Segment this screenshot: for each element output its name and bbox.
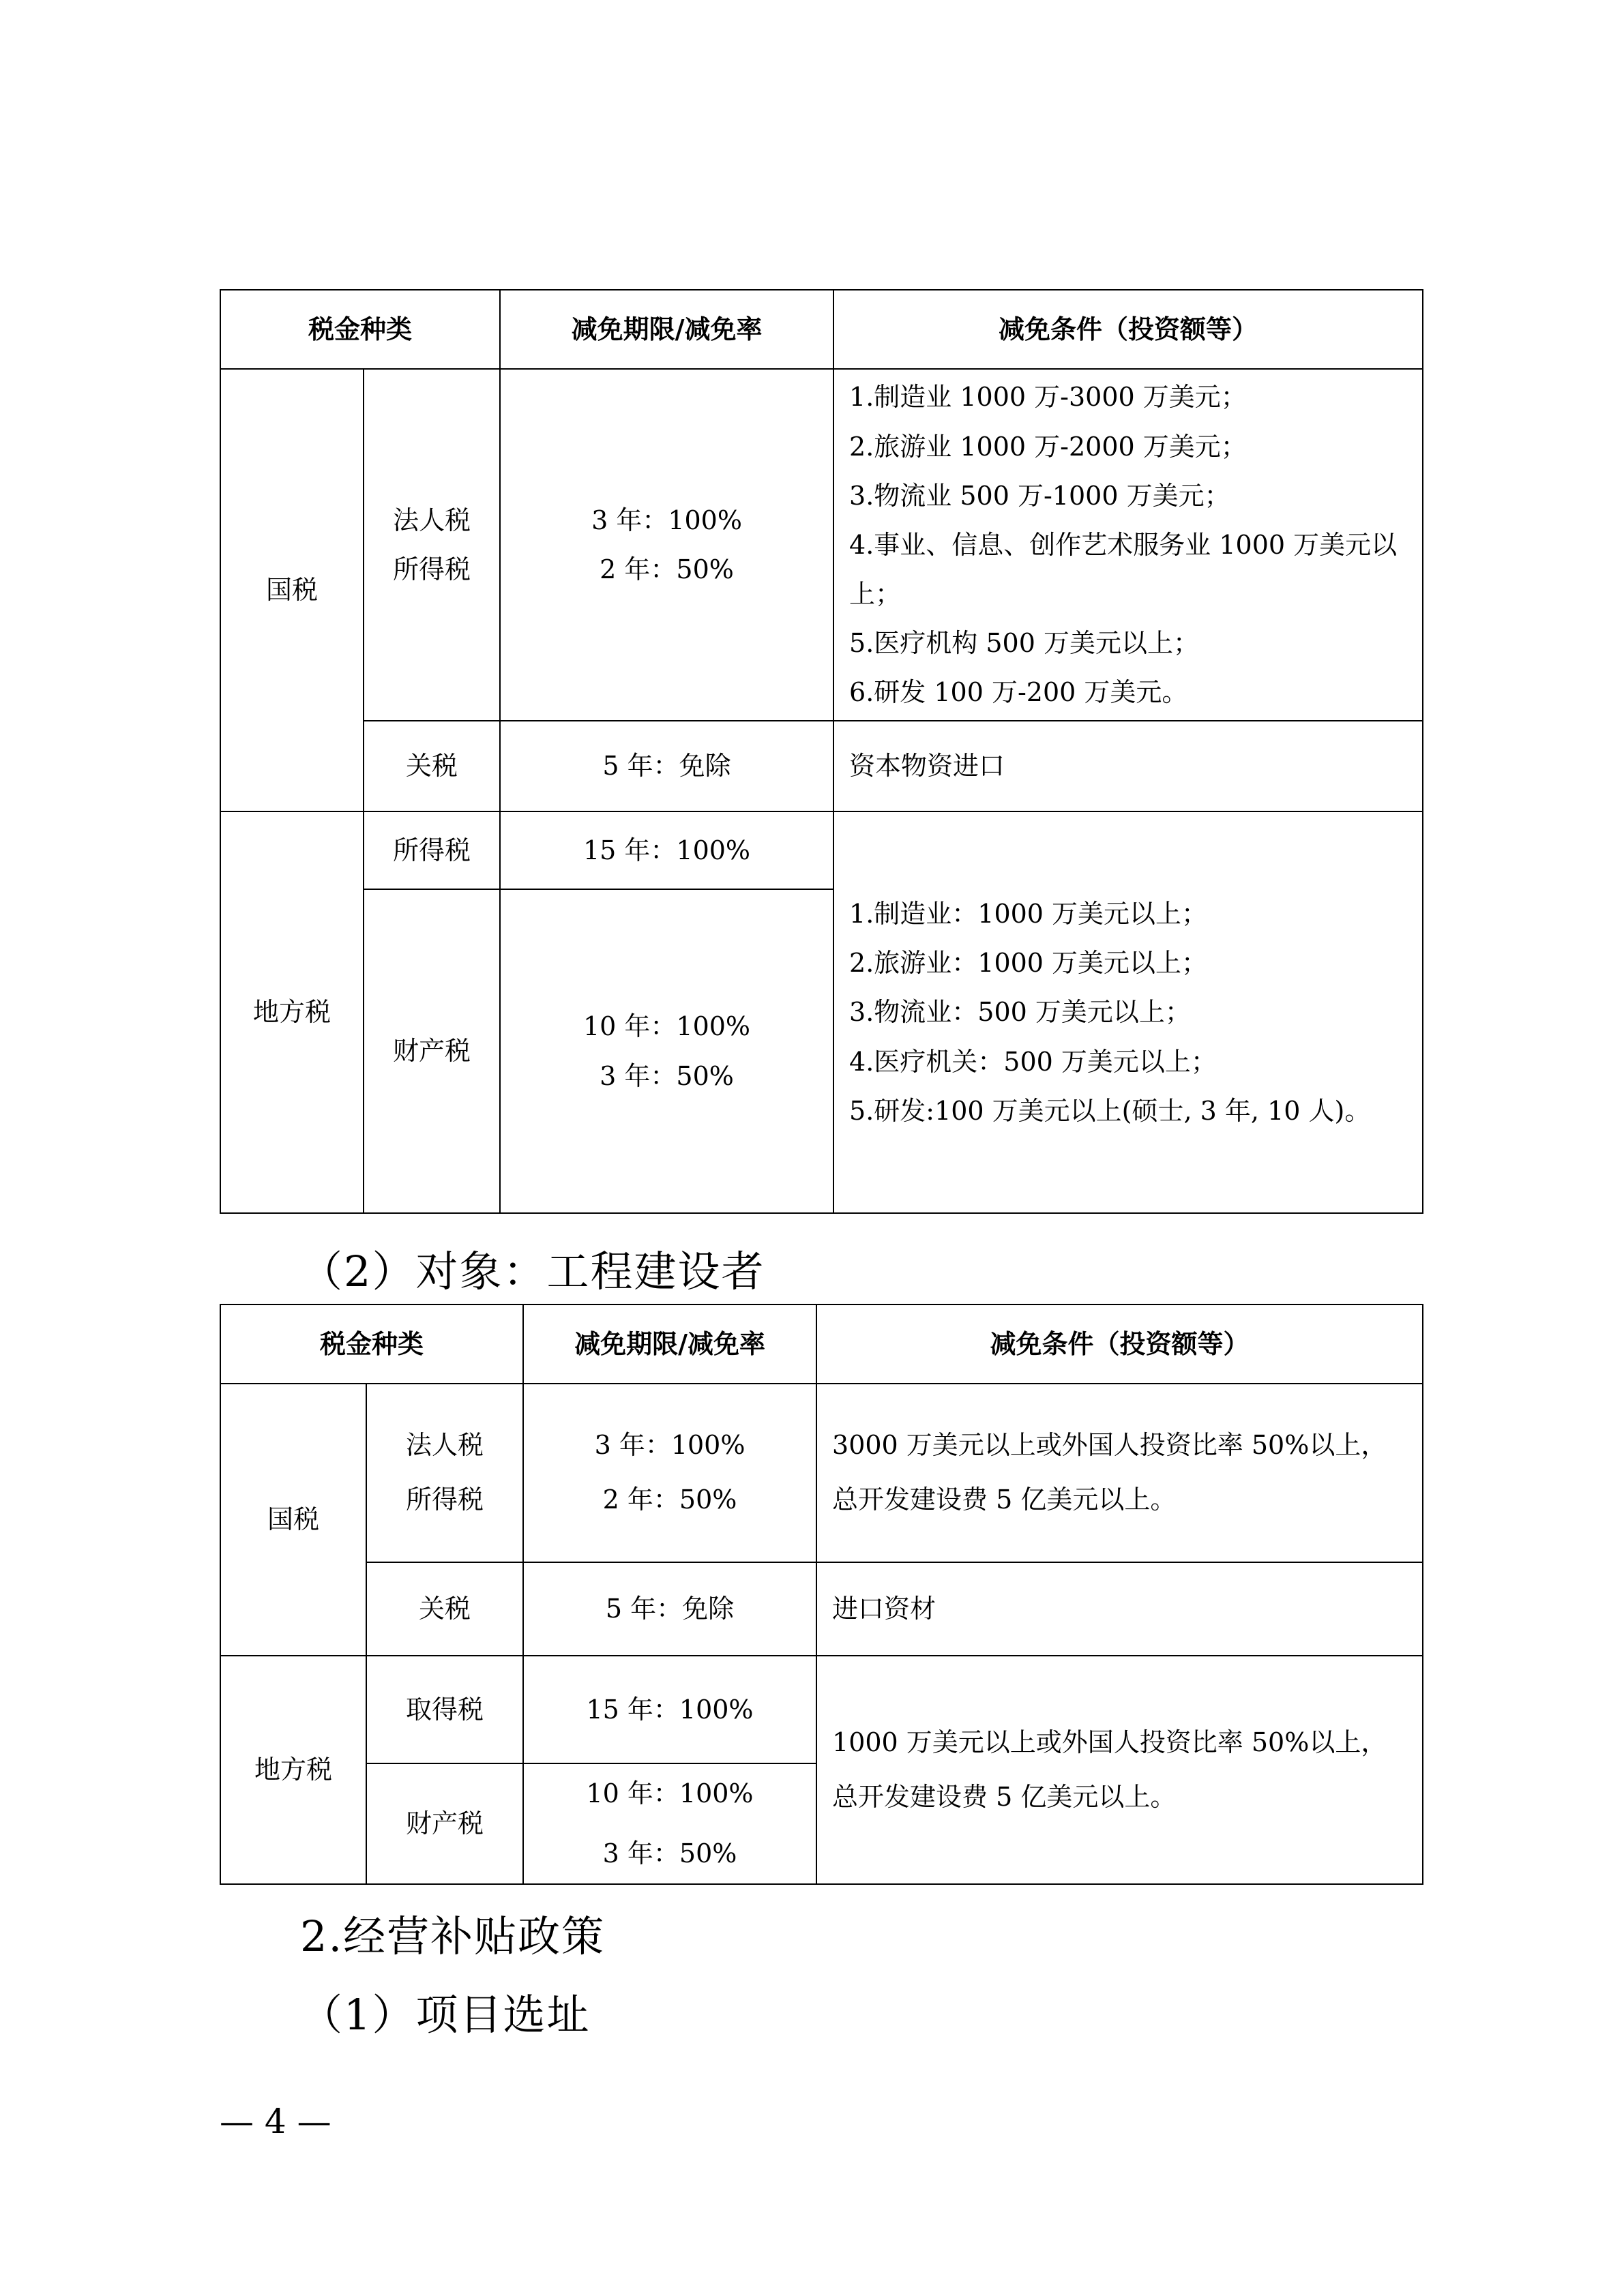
- corp-income-tax-conditions: 1.制造业 1000 万-3000 万美元； 2.旅游业 1000 万-2000 万美元； 3.物流业 500 万-1000 万美元； 4.事业、信息、创作艺术服务业 1000 万美元以上； 5.医疗机构 500 万美元以上； 6.研发 100 万-200 万美元。: [833, 369, 1423, 721]
- header-tax-type: 税金种类: [220, 290, 500, 369]
- income-tax-period: 15 年：100%: [500, 811, 833, 889]
- local-tax-label: 地方税: [220, 1656, 366, 1884]
- property-tax-period: 10 年：100% 3 年：50%: [523, 1763, 816, 1884]
- corp-income-tax-period: 3 年：100% 2 年：50%: [500, 369, 833, 721]
- tax-table-builders: [220, 1304, 1423, 1885]
- corp-income-tax-conditions: 3000 万美元以上或外国人投资比率 50%以上， 总开发建设费 5 亿美元以上。: [816, 1384, 1423, 1562]
- property-tax-label: 财产税: [366, 1763, 523, 1884]
- local-tax-label: 地方税: [220, 811, 364, 1213]
- customs-label: 关税: [366, 1562, 523, 1656]
- customs-condition: 进口资材: [816, 1562, 1423, 1656]
- income-tax-label: 所得税: [364, 811, 500, 889]
- section-heading-project-site: （1）项目选址: [300, 1990, 591, 2040]
- local-tax-conditions: 1000 万美元以上或外国人投资比率 50%以上， 总开发建设费 5 亿美元以上。: [816, 1656, 1423, 1884]
- tax-table-investors: [220, 289, 1423, 1214]
- section-heading-builders: （2）对象：工程建设者: [300, 1247, 765, 1296]
- customs-period: 5 年：免除: [500, 721, 833, 811]
- header-condition: 减免条件（投资额等）: [833, 290, 1423, 369]
- corp-income-tax-label: 法人税 所得税: [366, 1384, 523, 1562]
- header-tax-type: 税金种类: [220, 1304, 523, 1384]
- header-period: 减免期限/减免率: [500, 290, 833, 369]
- property-tax-label: 财产税: [364, 889, 500, 1213]
- page-number: — 4 —: [220, 2102, 331, 2141]
- corp-income-tax-period: 3 年：100% 2 年：50%: [523, 1384, 816, 1562]
- customs-period: 5 年：免除: [523, 1562, 816, 1656]
- customs-condition: 资本物资进口: [833, 721, 1423, 811]
- customs-label: 关税: [364, 721, 500, 811]
- property-tax-period: 10 年：100% 3 年：50%: [500, 889, 833, 1213]
- acquisition-tax-period: 15 年：100%: [523, 1656, 816, 1763]
- national-tax-label: 国税: [220, 1384, 366, 1656]
- national-tax-label: 国税: [220, 369, 364, 811]
- local-tax-conditions: 1.制造业：1000 万美元以上； 2.旅游业：1000 万美元以上； 3.物流业：500 万美元以上； 4.医疗机关：500 万美元以上； 5.研发:100 万美元以上(硕士, 3 年, 10 人)。: [833, 811, 1423, 1213]
- header-condition: 减免条件（投资额等）: [816, 1304, 1423, 1384]
- section-heading-operating-subsidy: 2.经营补贴政策: [300, 1911, 606, 1961]
- corp-income-tax-label: 法人税 所得税: [364, 369, 500, 721]
- header-period: 减免期限/减免率: [523, 1304, 816, 1384]
- acquisition-tax-label: 取得税: [366, 1656, 523, 1763]
